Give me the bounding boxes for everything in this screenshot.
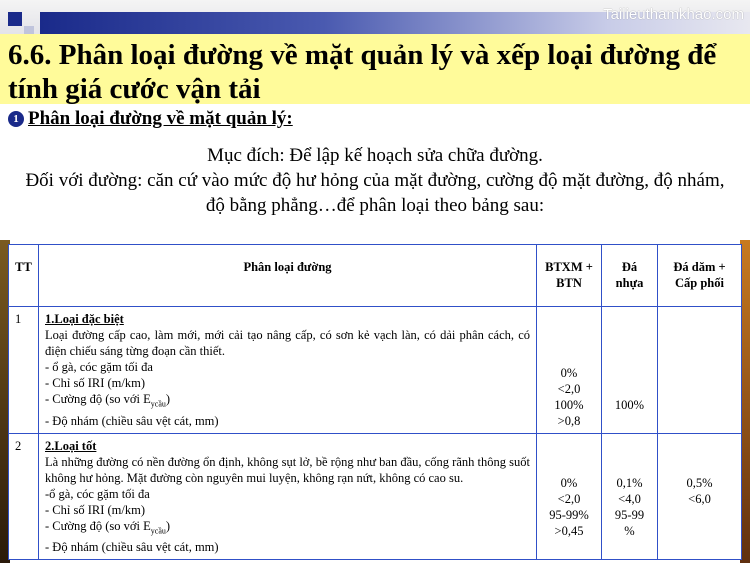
da-nhua-value: % [624, 524, 635, 538]
class-name: 1.Loại đặc biệt [45, 312, 124, 326]
section-heading [8, 108, 293, 130]
table-header-row [9, 245, 742, 307]
da-nhua-value: <4,0 [618, 492, 641, 506]
row-number: 1 [9, 307, 39, 434]
criterion: - Độ nhám (chiều sâu vệt cát, mm) [45, 540, 219, 554]
table-row [9, 433, 742, 560]
btxm-value: >0,8 [557, 413, 581, 428]
header-da-dam: Đá dăm + Cấp phối [658, 245, 742, 307]
criterion: - Chỉ số IRI (m/km) [45, 376, 145, 390]
btxm-value: >0,45 [554, 524, 584, 538]
da-dam-cell [658, 307, 742, 434]
da-nhua-value: 95-99 [614, 508, 645, 522]
header-classification: Phân loại đường [39, 245, 537, 307]
table-row [9, 307, 742, 434]
btxm-value: <2,0 [557, 381, 581, 396]
btxm-value: <2,0 [557, 492, 581, 506]
header-da-nhua: Đá nhựa [602, 245, 658, 307]
watermark: Tailieuthamkhao.com [603, 6, 744, 23]
criterion: -ổ gà, cóc gặm tối đa [45, 486, 150, 501]
btxm-value: 95-99% [549, 508, 589, 522]
header-btxm: BTXM + BTN [537, 245, 602, 307]
criterion: - Cường độ (so với $E_{ycầu}$) [45, 392, 171, 409]
subscript: ycầu [150, 526, 166, 535]
numbered-bullet-icon: 1 [8, 111, 24, 127]
da-dam-value: 0,5% [686, 476, 713, 490]
btxm-value: 100% [554, 397, 584, 412]
purpose-text: Mục đích: Để lập kế hoạch sửa chữa đường. [207, 145, 543, 166]
classification-cell [39, 433, 537, 560]
da-nhua-value: 100% [614, 397, 645, 412]
class-description: Loại đường cấp cao, làm mới, mới cải tạo nâng cấp, có sơn kẻ vạch làn, có dải phân cách, có điện chiếu sáng từng đoạn cần thiết. [45, 328, 530, 358]
da-nhua-cell [602, 433, 658, 560]
basis-text: Đối với đường: căn cứ vào mức độ hư hỏng của mặt đường, cường độ mặt đường, độ nhám, độ bằng phẳng…để phân loại theo bảng sau: [25, 170, 725, 216]
class-description: Là những đường có nền đường ổn định, không sụt lở, bề rộng như ban đầu, cống rãnh thông suốt không hư hỏng. Mặt đường còn nguyên mui luyện, không rạn nứt, không có cao su. [45, 454, 530, 485]
btxm-cell [537, 433, 602, 560]
btxm-cell [537, 307, 602, 434]
slide-title: 6.6. Phân loại đường về mặt quản lý và xếp loại đường để tính giá cước vận tải [0, 34, 750, 104]
road-classification-table [8, 244, 742, 560]
section-heading-text: Phân loại đường về mặt quản lý: [28, 108, 293, 129]
da-dam-value: <6,0 [688, 492, 711, 506]
da-nhua-value: 0,1% [616, 476, 643, 490]
row-number: 2 [9, 433, 39, 560]
da-dam-cell [658, 433, 742, 560]
btxm-value: 0% [560, 365, 578, 380]
btxm-value: 0% [560, 476, 578, 490]
criterion: - ổ gà, cóc gặm tối đa [45, 360, 153, 374]
classification-cell [39, 307, 537, 434]
da-nhua-cell [602, 307, 658, 434]
criterion: - Độ nhám (chiều sâu vệt cát, mm) [45, 413, 219, 428]
subscript: ycầu [150, 399, 166, 409]
criterion: - Cường độ (so với $E_{ycầu}$) [45, 518, 171, 535]
header-tt: TT [9, 245, 39, 307]
class-name: 2.Loại tốt [45, 438, 97, 453]
criterion: - Chỉ số IRI (m/km) [45, 502, 145, 517]
decor-square [8, 12, 22, 26]
